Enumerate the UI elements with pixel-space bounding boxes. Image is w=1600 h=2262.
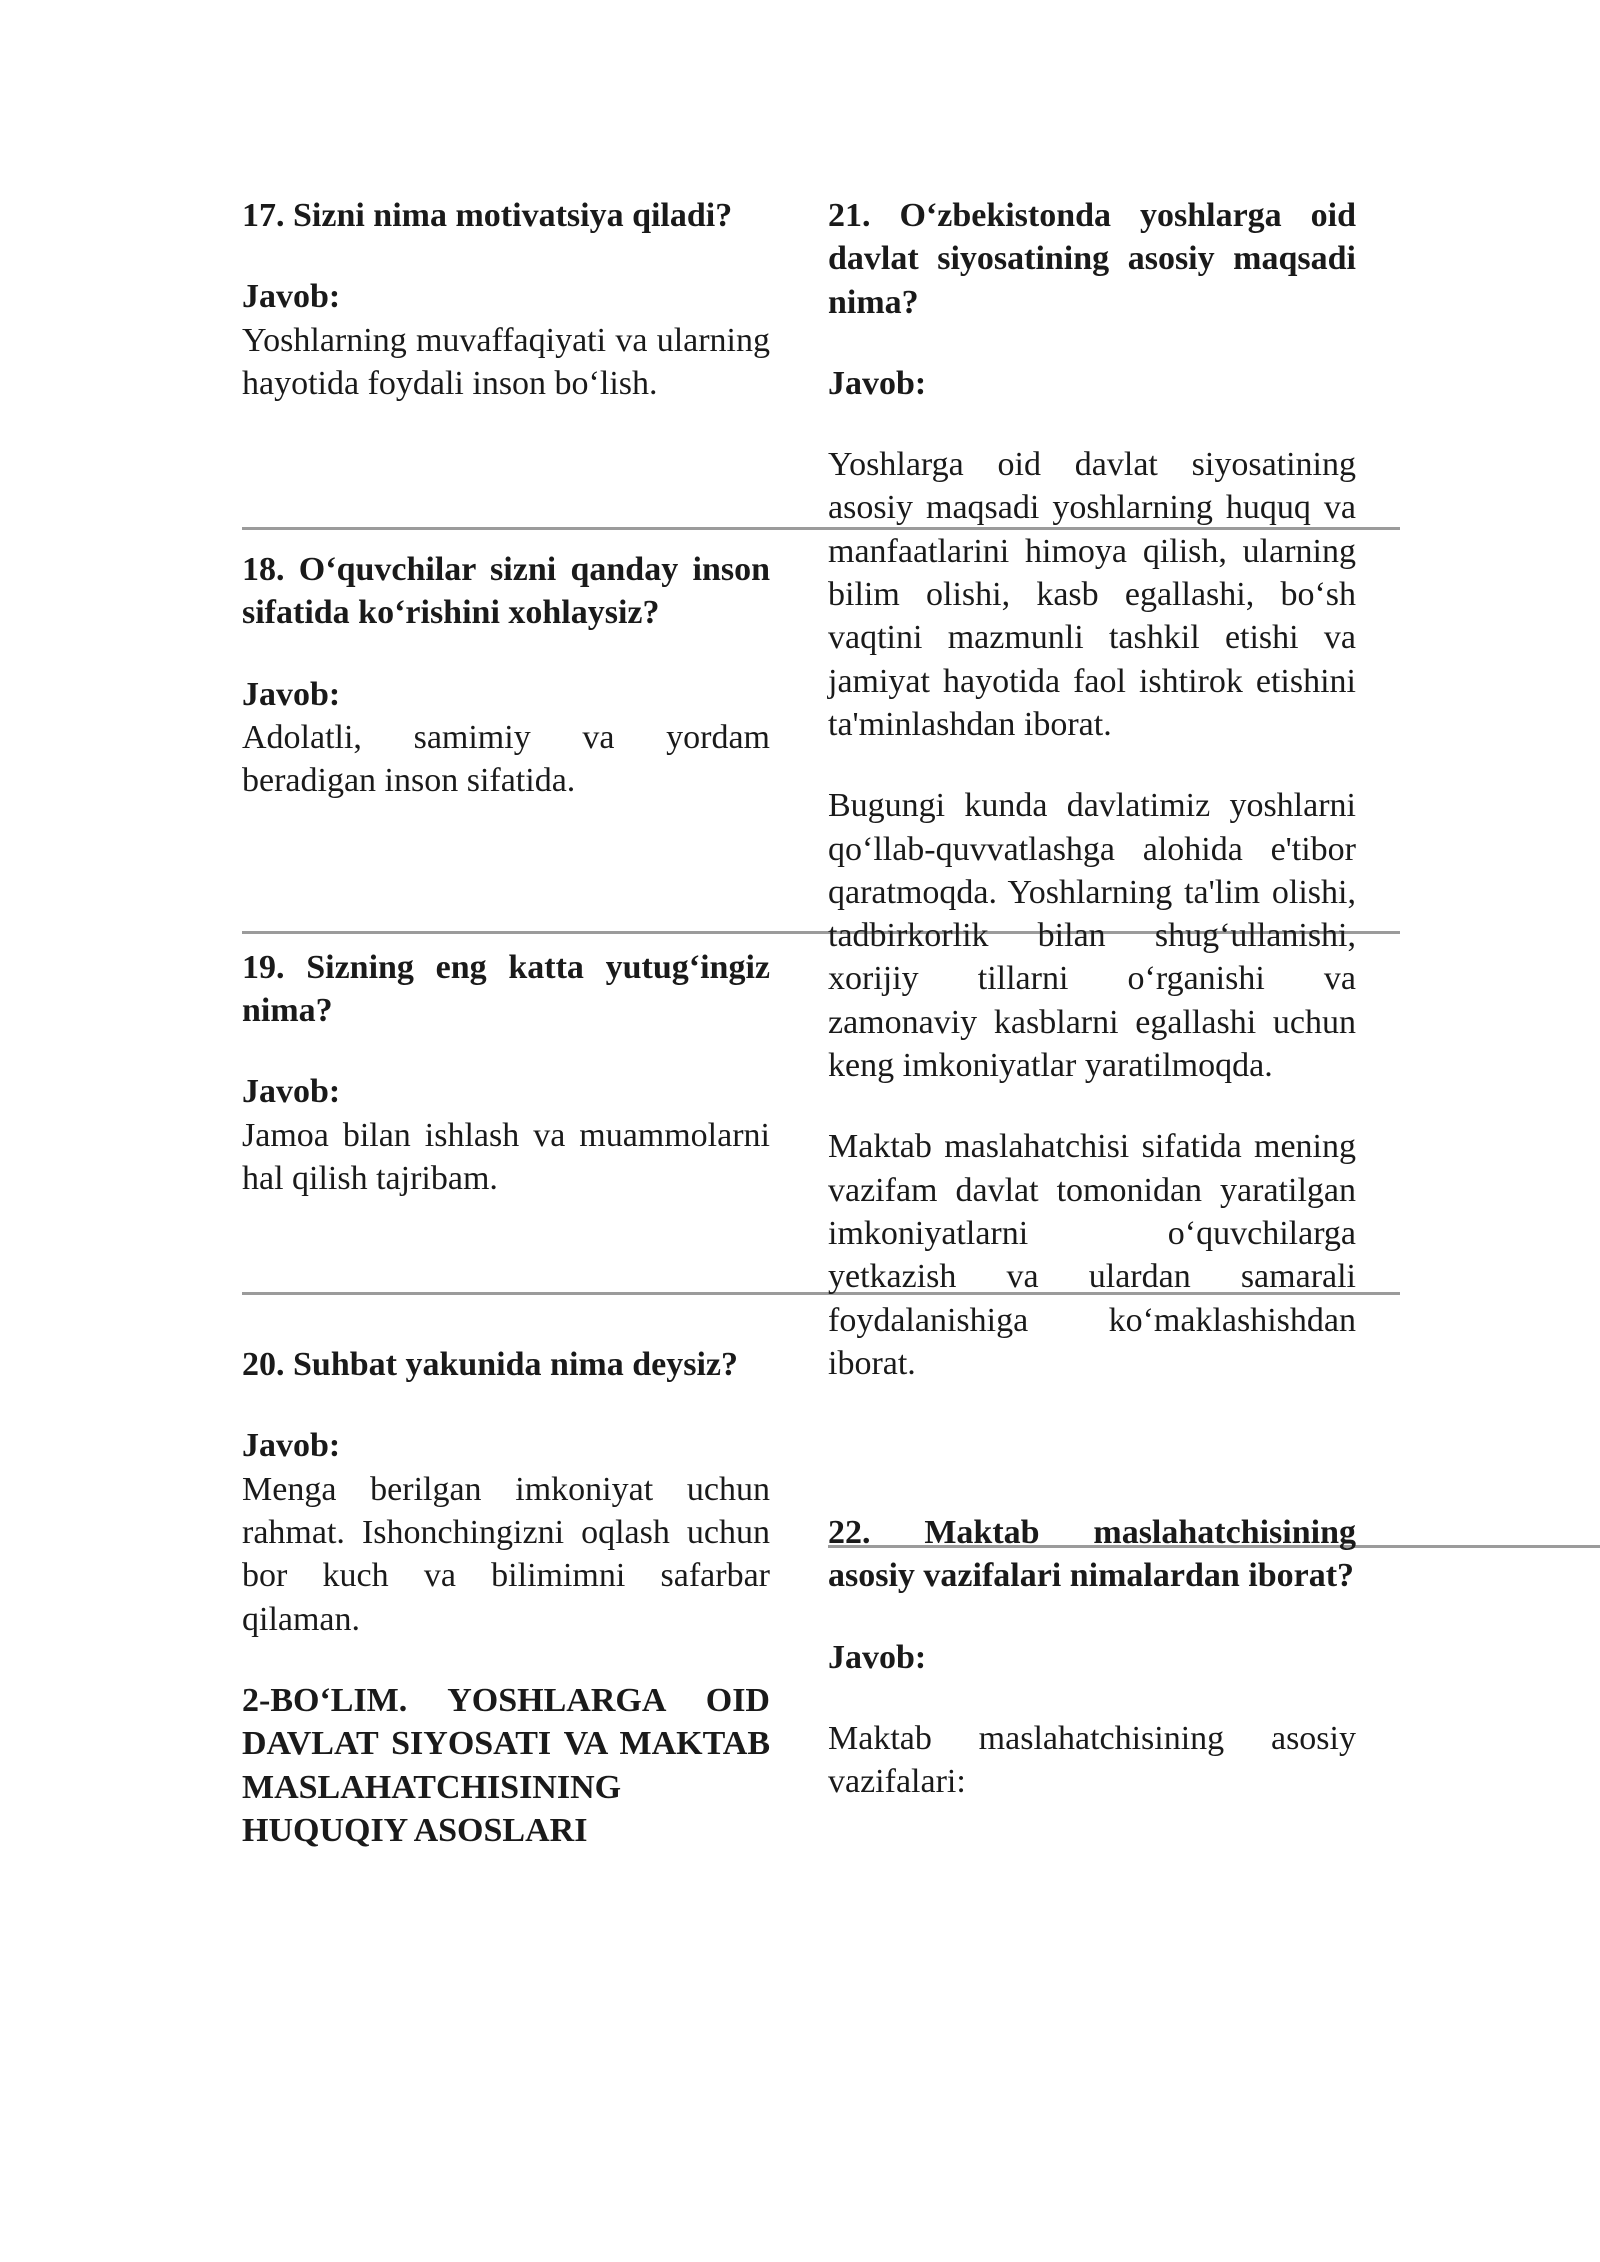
question-18: 18. O‘quvchilar sizni qanday inson sifatida ko‘rishini xohlaysiz?	[242, 551, 770, 632]
answer-label: Javob:	[242, 1427, 341, 1465]
answer-label: Javob:	[828, 364, 927, 402]
qa-block-19	[242, 946, 770, 1200]
answer-label: Javob:	[828, 1638, 927, 1676]
answer-20: Menga berilgan imkoniyat uchun rahmat. Ishonchingizni oqlash uchun bor kuch va bilimimni safarbar qilaman.	[242, 1470, 770, 1638]
answer-22-paragraph: Maktab maslahatchisining asosiy vazifalari:	[828, 1720, 1356, 1801]
qa-block-21	[828, 194, 1356, 1385]
answer-21-paragraph: Yoshlarga oid davlat siyosatining asosiy maqsadi yoshlarning huquq va manfaatlarini himoya qilish, ularning bilim olishi, kasb egallashi, bo‘sh vaqtini mazmunli tashkil etishi va jamiyat hayotida faol ishtirok etishini ta'minlashdan iborat.	[828, 446, 1356, 743]
answer-label: Javob:	[242, 1073, 341, 1111]
question-22: 22. Maktab maslahatchisining asosiy vazifalari nimalardan iborat?	[828, 1514, 1356, 1595]
qa-block-17	[242, 194, 770, 405]
right-column	[828, 194, 1356, 1804]
answer-19: Jamoa bilan ishlash va muammolarni hal qilish tajribam.	[242, 1116, 770, 1197]
answer-21-paragraph: Bugungi kunda davlatimiz yoshlarni qo‘llab-quvvatlashga alohida e'tibor qaratmoqda. Yoshlarning ta'lim olishi, tadbirkorlik bilan shug‘ullanishi, xorijiy tillarni o‘rganishi va zamonaviy kasblarni egallashi uchun keng imkoniyatlar yaratilmoqda.	[828, 787, 1356, 1085]
qa-block-22	[828, 1511, 1356, 1803]
answer-21-paragraph: Maktab maslahatchisi sifatida mening vazifam davlat tomonidan yaratilgan imkoniyatlarni o‘quvchilarga yetkazish va ulardan samarali foydalanishiga ko‘maklashishdan iborat.	[828, 1128, 1356, 1382]
answer-label: Javob:	[242, 675, 341, 713]
qa-block-18	[242, 548, 770, 802]
section-heading: 2-BO‘LIM. YOSHLARGA OID DAVLAT SIYOSATI VA MAKTAB MASLAHATCHISINING HUQUQIY ASOSLARI	[242, 1681, 770, 1849]
left-column	[242, 194, 770, 1852]
question-19: 19. Sizning eng katta yutug‘ingiz nima?	[242, 948, 770, 1029]
question-21: 21. O‘zbekistonda yoshlarga oid davlat siyosatining asosiy maqsadi nima?	[828, 197, 1356, 321]
answer-17: Yoshlarning muvaffaqiyati va ularning hayotida foydali inson bo‘lish.	[242, 321, 770, 402]
qa-block-20	[242, 1343, 770, 1641]
question-20: 20. Suhbat yakunida nima deysiz?	[242, 1346, 738, 1384]
answer-18: Adolatli, samimiy va yordam beradigan inson sifatida.	[242, 719, 770, 800]
answer-label: Javob:	[242, 278, 341, 316]
question-17: 17. Sizni nima motivatsiya qiladi?	[242, 197, 733, 234]
